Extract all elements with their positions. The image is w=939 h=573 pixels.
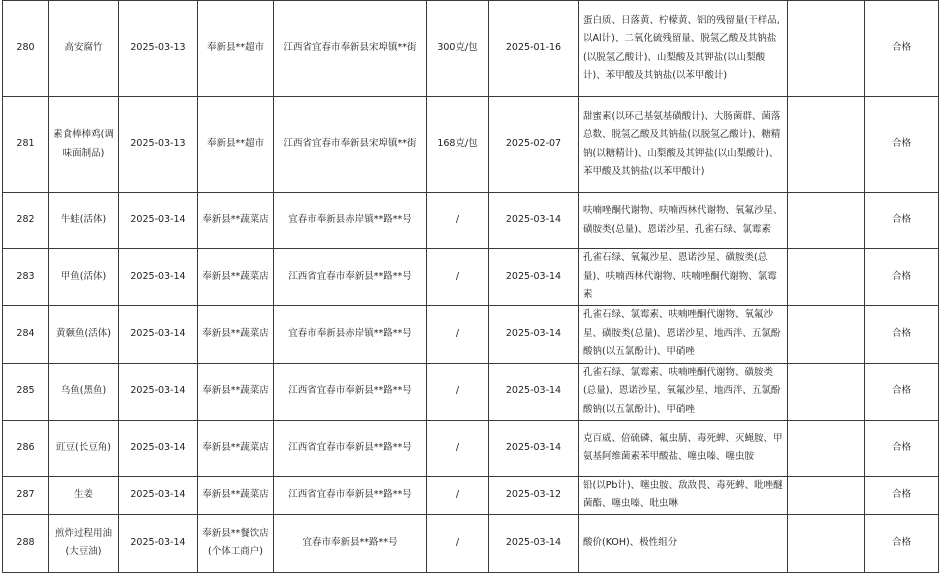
sampling-date: 2025-03-13 bbox=[119, 97, 198, 193]
result: 合格 bbox=[865, 193, 939, 249]
row-number: 287 bbox=[3, 476, 49, 514]
row-number: 280 bbox=[3, 1, 49, 97]
sampling-date: 2025-03-14 bbox=[119, 514, 198, 572]
result: 合格 bbox=[865, 305, 939, 363]
result: 合格 bbox=[865, 1, 939, 97]
row-number: 283 bbox=[3, 249, 49, 306]
extra-cell bbox=[788, 420, 865, 476]
sample-name: 黄颡鱼(活体) bbox=[49, 305, 119, 363]
row-number: 282 bbox=[3, 193, 49, 249]
test-items: 克百威、倍硫磷、氟虫腈、毒死蜱、灭蝇胺、甲氨基阿维菌素苯甲酸盐、噻虫嗪、噻虫胺 bbox=[579, 420, 788, 476]
seller-address: 宜春市奉新县赤岸镇**路**号 bbox=[274, 193, 427, 249]
sampling-date: 2025-03-14 bbox=[119, 305, 198, 363]
specification: / bbox=[427, 193, 489, 249]
result: 合格 bbox=[865, 476, 939, 514]
sample-name: 煎炸过程用油(大豆油) bbox=[49, 514, 119, 572]
test-items: 呋喃唑酮代谢物、呋喃西林代谢物、氧氟沙星、磺胺类(总量)、恩诺沙星、孔雀石绿、氯霉素 bbox=[579, 193, 788, 249]
test-items: 孔雀石绿、氯霉素、呋喃唑酮代谢物、磺胺类(总量)、恩诺沙星、氧氟沙星、地西泮、五氯酚酸钠(以五氯酚计)、甲硝唑 bbox=[579, 363, 788, 420]
extra-cell bbox=[788, 1, 865, 97]
table-row bbox=[3, 193, 939, 249]
seller-name: 奉新县**蔬菜店 bbox=[198, 363, 274, 420]
seller-address: 江西省宜春市奉新县**路**号 bbox=[274, 249, 427, 306]
sampling-date: 2025-03-14 bbox=[119, 363, 198, 420]
production-date: 2025-03-14 bbox=[489, 249, 579, 306]
seller-address: 江西省宜春市奉新县**路**号 bbox=[274, 363, 427, 420]
sampling-date: 2025-03-14 bbox=[119, 249, 198, 306]
sample-name: 豇豆(长豆角) bbox=[49, 420, 119, 476]
extra-cell bbox=[788, 476, 865, 514]
test-items: 铅(以Pb计)、噻虫胺、敌敌畏、毒死蜱、吡唑醚菌酯、噻虫嗪、吡虫啉 bbox=[579, 476, 788, 514]
production-date: 2025-01-16 bbox=[489, 1, 579, 97]
extra-cell bbox=[788, 97, 865, 193]
result: 合格 bbox=[865, 97, 939, 193]
test-items: 孔雀石绿、氧氟沙星、恩诺沙星、磺胺类(总量)、呋喃西林代谢物、呋喃唑酮代谢物、氯霉素 bbox=[579, 249, 788, 306]
result: 合格 bbox=[865, 420, 939, 476]
sampling-date: 2025-03-13 bbox=[119, 1, 198, 97]
specification: / bbox=[427, 514, 489, 572]
seller-address: 江西省宜春市奉新县**路**号 bbox=[274, 420, 427, 476]
seller-name: 奉新县**蔬菜店 bbox=[198, 476, 274, 514]
row-number: 284 bbox=[3, 305, 49, 363]
specification: / bbox=[427, 363, 489, 420]
production-date: 2025-03-14 bbox=[489, 305, 579, 363]
sampling-date: 2025-03-14 bbox=[119, 420, 198, 476]
seller-name: 奉新县**餐饮店(个体工商户) bbox=[198, 514, 274, 572]
table-row bbox=[3, 363, 939, 420]
specification: / bbox=[427, 420, 489, 476]
extra-cell bbox=[788, 363, 865, 420]
sample-name: 高安腐竹 bbox=[49, 1, 119, 97]
test-items: 甜蜜素(以环己基氨基磺酸计)、大肠菌群、菌落总数、脱氢乙酸及其钠盐(以脱氢乙酸计)、糖精钠(以糖精计)、山梨酸及其钾盐(以山梨酸计)、苯甲酸及其钠盐(以苯甲酸计) bbox=[579, 97, 788, 193]
sample-name: 生姜 bbox=[49, 476, 119, 514]
sample-name: 乌鱼(黑鱼) bbox=[49, 363, 119, 420]
seller-address: 江西省宜春市奉新县宋埠镇**街 bbox=[274, 1, 427, 97]
seller-address: 江西省宜春市奉新县**路**号 bbox=[274, 476, 427, 514]
extra-cell bbox=[788, 305, 865, 363]
test-items: 孔雀石绿、氯霉素、呋喃唑酮代谢物、氧氟沙星、磺胺类(总量)、恩诺沙星、地西泮、五氯酚酸钠(以五氯酚计)、甲硝唑 bbox=[579, 305, 788, 363]
table-row bbox=[3, 97, 939, 193]
production-date: 2025-03-14 bbox=[489, 193, 579, 249]
table-row bbox=[3, 249, 939, 306]
table-row bbox=[3, 514, 939, 572]
production-date: 2025-03-14 bbox=[489, 420, 579, 476]
seller-address: 宜春市奉新县赤岸镇**路**号 bbox=[274, 305, 427, 363]
extra-cell bbox=[788, 193, 865, 249]
sample-name: 甲鱼(活体) bbox=[49, 249, 119, 306]
test-items: 蛋白质、日落黄、柠檬黄、铝的残留量(干样品,以Al计)、二氧化硫残留量、脱氢乙酸及其钠盐(以脱氢乙酸计)、山梨酸及其钾盐(以山梨酸计)、苯甲酸及其钠盐(以苯甲酸计) bbox=[579, 1, 788, 97]
result: 合格 bbox=[865, 514, 939, 572]
result: 合格 bbox=[865, 249, 939, 306]
seller-name: 奉新县**蔬菜店 bbox=[198, 193, 274, 249]
table-row bbox=[3, 476, 939, 514]
production-date: 2025-03-14 bbox=[489, 363, 579, 420]
specification: 168克/包 bbox=[427, 97, 489, 193]
seller-name: 奉新县**蔬菜店 bbox=[198, 249, 274, 306]
extra-cell bbox=[788, 249, 865, 306]
specification: / bbox=[427, 476, 489, 514]
specification: / bbox=[427, 249, 489, 306]
sample-name: 牛蛙(活体) bbox=[49, 193, 119, 249]
production-date: 2025-02-07 bbox=[489, 97, 579, 193]
specification: / bbox=[427, 305, 489, 363]
inspection-results-table bbox=[2, 0, 939, 573]
seller-name: 奉新县**蔬菜店 bbox=[198, 305, 274, 363]
table-row bbox=[3, 1, 939, 97]
sampling-date: 2025-03-14 bbox=[119, 476, 198, 514]
row-number: 281 bbox=[3, 97, 49, 193]
specification: 300克/包 bbox=[427, 1, 489, 97]
test-items: 酸价(KOH)、极性组分 bbox=[579, 514, 788, 572]
table-row bbox=[3, 420, 939, 476]
row-number: 285 bbox=[3, 363, 49, 420]
seller-address: 宜春市奉新县**路**号 bbox=[274, 514, 427, 572]
production-date: 2025-03-12 bbox=[489, 476, 579, 514]
seller-name: 奉新县**超市 bbox=[198, 97, 274, 193]
row-number: 288 bbox=[3, 514, 49, 572]
production-date: 2025-03-14 bbox=[489, 514, 579, 572]
table-row bbox=[3, 305, 939, 363]
row-number: 286 bbox=[3, 420, 49, 476]
extra-cell bbox=[788, 514, 865, 572]
sample-name: 素食棒棒鸡(调味面制品) bbox=[49, 97, 119, 193]
seller-address: 江西省宜春市奉新县宋埠镇**街 bbox=[274, 97, 427, 193]
seller-name: 奉新县**超市 bbox=[198, 1, 274, 97]
sampling-date: 2025-03-14 bbox=[119, 193, 198, 249]
seller-name: 奉新县**蔬菜店 bbox=[198, 420, 274, 476]
result: 合格 bbox=[865, 363, 939, 420]
